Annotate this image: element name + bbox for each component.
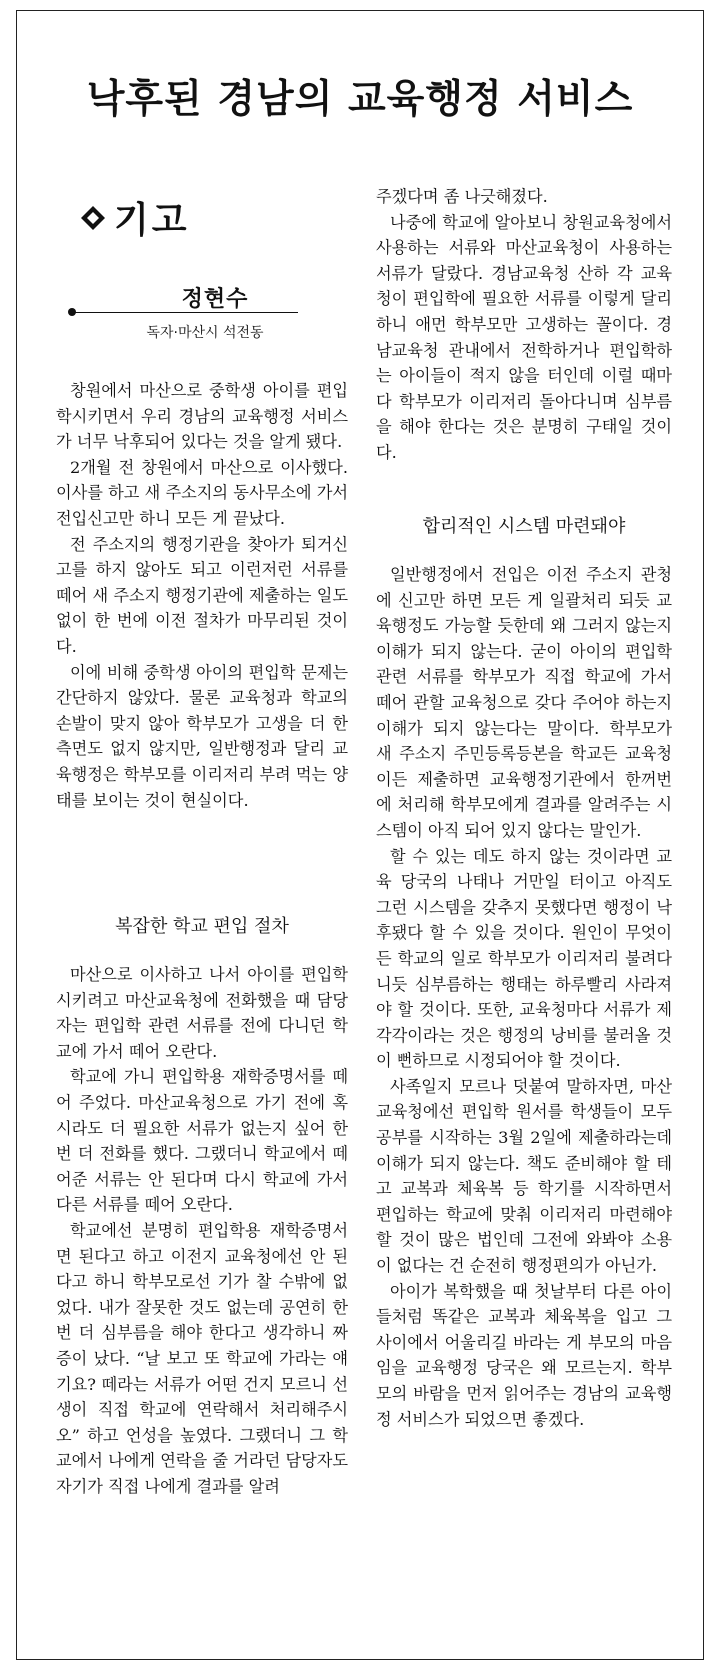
section-label — [80, 192, 190, 243]
paragraph: 일반행정에서 전입은 이전 주소지 관청에 신고만 하면 모든 게 일괄처리 되듯 교육행정도 가능할 듯한데 왜 그러지 않는지 이해가 되지 않는다. 굳이 아이의 편입학관련 서류를 학부모가 직접 학교에 가서 떼어 관할 교육청으로 갖다 주어야 하는지 이해가 되지 않는다는 말이다. 학부모가 새 주소지 주민등록등본을 학교든 교육청이든 제출하면 교육행정기관에서 한꺼번에 처리해 학부모에게 결과를 알려주는 시스템이 아직 되어 있지 않다는 말인가. — [376, 565, 672, 840]
continuation-line: 주겠다며 좀 나긋해졌다. — [376, 187, 548, 206]
author-affiliation: 독자·마산시 석전동 — [146, 325, 264, 341]
paragraph: 이에 비해 중학생 아이의 편입학 문제는 간단하지 않았다. 물론 교육청과 학교의 손발이 맞지 않아 학부모가 고생을 더 한 측면도 없지 않지만, 일반행정과 달리 교육행정은 학부모를 이리저리 부려 먹는 양태를 보이는 것이 현실이다. — [56, 662, 348, 810]
article-title: 낙후된 경남의 교육행정 서비스 — [86, 76, 634, 122]
left-column-body — [56, 378, 348, 813]
right-column-body-2 — [376, 562, 672, 1432]
paragraph: 창원에서 마산으로 중학생 아이를 편입학시키면서 우리 경남의 교육행정 서비스가 너무 낙후되어 있다는 것을 알게 됐다. — [56, 381, 348, 452]
author-rule — [72, 312, 298, 313]
subheading-right: 합리적인 시스템 마련돼야 — [422, 516, 626, 537]
paragraph: 사족일지 모르나 덧붙여 말하자면, 마산교육청에선 편입학 원서를 학생들이 모두 공부를 시작하는 3월 2일에 제출하라는데 이해가 되지 않는다. 책도 준비해야 할 테고 교복과 체육복 등 학기를 시작하면서 편입하는 학교에 맞춰 이리저리 마련해야 할 것이 많은 법인데 그전에 와봐야 소용이 없다는 건 순전히 행정편의가 아닌가. — [376, 1076, 672, 1276]
right-column-body — [376, 184, 672, 466]
paragraph: 할 수 있는 데도 하지 않는 것이라면 교육 당국의 나태나 거만일 터이고 아직도 그런 시스템을 갖추지 못했다면 행정이 낙후됐다 할 수 있을 것이다. 원인이 무엇이든 학교의 일로 학부모가 이리저리 불려다니듯 심부름하는 행태는 하루빨리 사라져야 할 것이다. 또한, 교육청마다 서류가 제각각이라는 것은 행정의 낭비를 불러올 것이 뻔하므로 시정되어야 할 것이다. — [376, 846, 672, 1071]
paragraph: 학교에선 분명히 편입학용 재학증명서면 된다고 하고 이전지 교육청에선 안 된다고 하니 학부모로선 기가 찰 수밖에 없었다. 내가 잘못한 것도 없는데 공연히 한 번 더 심부름을 해야 한다고 생각하니 짜증이 났다. “날 보고 또 학교에 가라는 얘기요? 떼라는 서류가 어떤 건지 모르니 선생이 직접 학교에 연락해서 처리해주시오” 하고 언성을 높였다. 그랬더니 그 학교에서 나에게 연락을 줄 거라던 담당자도 자기가 직접 나에게 결과를 알려 — [56, 1220, 348, 1496]
section-label-text: 기고 — [114, 199, 190, 241]
author-name: 정현수 — [181, 287, 249, 312]
paragraph: 전 주소지의 행정기관을 찾아가 퇴거신고를 하지 않아도 되고 이런저런 서류를 떼어 새 주소지 행정기관에 제출하는 일도 없이 한 번에 이전 절차가 마무리된 것이다. — [56, 534, 348, 656]
paragraph: 학교에 가니 편입학용 재학증명서를 떼어 주었다. 마산교육청으로 가기 전에 혹시라도 더 필요한 서류가 없는지 싶어 한 번 더 전화를 했다. 그랬더니 학교에서 떼어준 서류는 안 된다며 다시 학교에 가서 다른 서류를 떼어 오란다. — [56, 1067, 348, 1215]
paragraph: 마산으로 이사하고 나서 아이를 편입학시키려고 마산교육청에 전화했을 때 담당자는 편입학 관련 서류를 전에 다니던 학교에 가서 떼어 오란다. — [56, 965, 348, 1061]
paragraph: 아이가 복학했을 때 첫날부터 다른 아이들처럼 똑같은 교복과 체육복을 입고 그 사이에서 어울리길 바라는 게 부모의 마음임을 교육행정 당국은 왜 모르는지. 학부모의 바람을 먼저 읽어주는 경남의 교육행정 서비스가 되었으면 좋겠다. — [376, 1281, 672, 1429]
diamond-icon — [80, 205, 106, 231]
paragraph: 2개월 전 창원에서 마산으로 이사했다. 이사를 하고 새 주소지의 동사무소에 가서 전입신고만 하니 모든 게 끝났다. — [56, 457, 348, 528]
left-column-body-2 — [56, 962, 348, 1499]
subheading-left: 복잡한 학교 편입 절차 — [115, 916, 289, 937]
paragraph: 나중에 학교에 알아보니 창원교육청에서 사용하는 서류와 마산교육청이 사용하는 서류가 달랐다. 경남교육청 산하 각 교육청이 편입학에 필요한 서류를 이렇게 달리하니 애먼 학부모만 고생하는 꼴이다. 경남교육청 관내에서 전학하거나 편입학하는 아이들이 적지 않을 터인데 이럴 때마다 학부모가 이리저리 돌아다니며 심부름을 해야 한다는 것은 분명히 구태일 것이다. — [376, 212, 672, 462]
